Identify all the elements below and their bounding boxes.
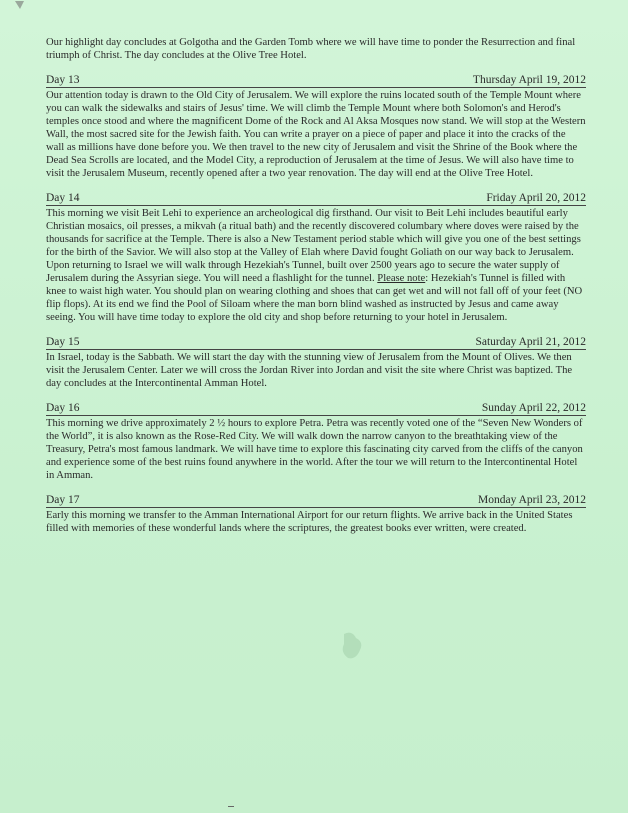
day-13-section	[46, 74, 586, 180]
day-17-section	[46, 494, 586, 535]
itinerary-content	[46, 36, 586, 547]
day-description-part: : Hezekiah's Tunnel is filled with knee to waist high water. You should plan on wearing clothing and shoes that can get wet and will not fall off of your feet (NO flip flops). At its end we find the Pool of Siloam where the man born blind washed as instructed by Jesus and came away seeing. You will have time today to explore the old city and shop before returning to your hotel in Jerusalem.	[46, 273, 583, 323]
day-14-section	[46, 192, 586, 324]
day-header	[46, 494, 586, 508]
day-label: Day 13	[46, 74, 80, 86]
day-date: Sunday April 22, 2012	[481, 402, 586, 414]
day-description: Our attention today is drawn to the Old City of Jerusalem. We will explore the ruins located south of the Temple Mount where you can walk the sidewalks and stairs of Jesus' time. We will climb the Temple Mount where both Solomon's and Herod's temples once stood and where the magnificent Dome of the Rock and Al Aksa Mosques now stand. We will stop at the Western Wall, the most sacred site for the Jewish faith. You can write a prayer on a piece of paper and place it into the cracks of the wall as millions have done before you. We then travel to the new city of Jerusalem and visit the Shrine of the Book where the Dead Sea Scrolls are located, and the Model City, a reproduction of Jerusalem at the time of Jesus. We will also have time to visit the Jerusalem Museum, recently opened after a two year renovation. The day will end at the Olive Tree Hotel.	[46, 90, 586, 179]
day-header	[46, 192, 586, 206]
day-16-section	[46, 402, 586, 482]
day-date: Saturday April 21, 2012	[475, 336, 586, 348]
day-description-part: This morning we visit Beit Lehi to experience an archeological dig firsthand. Our visit to Beit Lehi includes beautiful early Christian mosaics, oil presses, a mikvah (a ritual bath) and the recently discovered columbary where doves were raised by the thousands for sacrifice at the Temple. There is also a New Testament period stable which will give you one of the best settings for the birth of the Savior. We will also stop at the Valley of Elah where David fought Goliath on our way back to Jerusalem. Upon returning to Israel we will walk through Hezekiah's Tunnel, built over 2500 years ago to secure the water supply of Jerusalem during the Assyrian siege. You will need a flashlight for the tunnel.	[46, 208, 581, 284]
day-date: Monday April 23, 2012	[478, 494, 586, 506]
day-label: Day 14	[46, 192, 80, 204]
day-description: Early this morning we transfer to the Amman International Airport for our return flights. We arrive back in the United States filled with memories of these wonderful lands where the scriptures, the greatest books ever written, were created.	[46, 510, 573, 534]
paper-smudge-mark	[338, 630, 368, 664]
intro-paragraph: Our highlight day concludes at Golgotha and the Garden Tomb where we will have time to ponder the Resurrection and final triumph of Christ. The day concludes at the Olive Tree Hotel.	[46, 37, 576, 61]
corner-fold-mark	[14, 0, 26, 10]
day-header	[46, 74, 586, 88]
please-note-label: Please note	[377, 273, 426, 284]
day-date: Thursday April 19, 2012	[472, 74, 586, 86]
day-15-section	[46, 336, 586, 390]
day-label: Day 15	[46, 336, 80, 348]
day-date: Friday April 20, 2012	[486, 192, 586, 204]
day-description	[46, 207, 586, 324]
bottom-mark	[228, 806, 234, 807]
day-label: Day 17	[46, 494, 80, 506]
day-description: In Israel, today is the Sabbath. We will start the day with the stunning view of Jerusalem from the Mount of Olives. We then visit the Jerusalem Center. Later we will cross the Jordan River into Jordan and visit the site where Christ was baptized. The day concludes at the Intercontinental Amman Hotel.	[46, 352, 573, 389]
day-label: Day 16	[46, 402, 80, 414]
day-description: This morning we drive approximately 2 ½ hours to explore Petra. Petra was recently voted one of the “Seven New Wonders of the World”, it is also known as the Rose-Red City. We will walk down the narrow canyon to the breathtaking view of the Treasury, Petra's most famous landmark. We will have time to explore this fascinating city carved from the cliffs of the canyon and experience some of the best ruins found anywhere in the world. After the tour we will return to the Intercontinental Hotel in Amman.	[46, 418, 583, 481]
day-header	[46, 402, 586, 416]
day-header	[46, 336, 586, 350]
